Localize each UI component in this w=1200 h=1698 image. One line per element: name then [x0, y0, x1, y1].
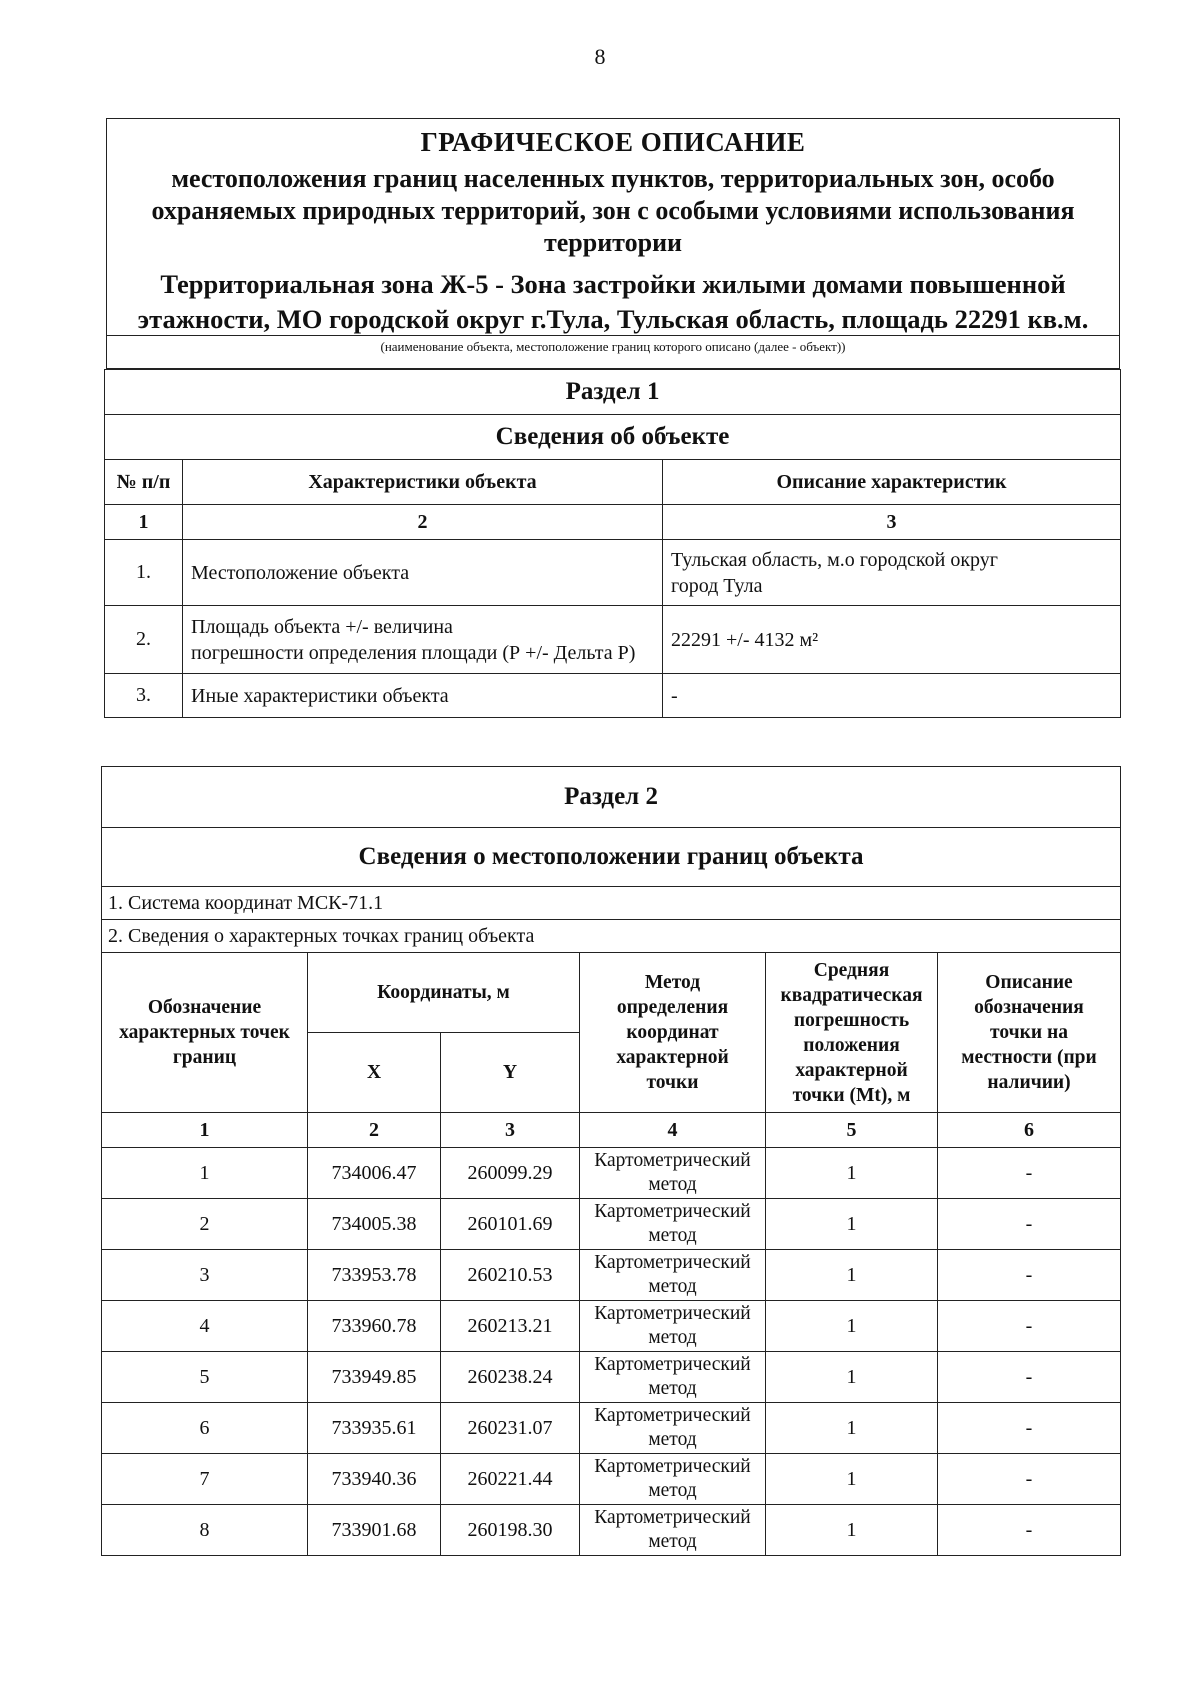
- point-y: 260213.21: [441, 1301, 580, 1352]
- row-description: 22291 +/- 4132 м²: [663, 606, 1121, 674]
- column-number: 1: [102, 1113, 308, 1148]
- point-description: -: [938, 1199, 1121, 1250]
- row-characteristic: Площадь объекта +/- величина погрешности определения площади (Р +/- Дельта Р): [183, 606, 663, 674]
- point-method: Картометрический метод: [580, 1352, 766, 1403]
- table-row: [102, 1301, 1121, 1352]
- document-subtitle: [107, 163, 1119, 259]
- point-accuracy: 1: [766, 1403, 938, 1454]
- row-characteristic: Местоположение объекта: [183, 540, 663, 606]
- point-y: 260210.53: [441, 1250, 580, 1301]
- table-row: [102, 1148, 1121, 1199]
- column-number: 2: [308, 1113, 441, 1148]
- column-header: Описание характеристик: [663, 460, 1121, 505]
- point-y: 260198.30: [441, 1505, 580, 1556]
- table-row: [102, 1199, 1121, 1250]
- point-y: 260099.29: [441, 1148, 580, 1199]
- section2-table: [101, 766, 1121, 1556]
- table-row: [105, 674, 1121, 718]
- header-divider: [107, 335, 1119, 336]
- document-header: [106, 118, 1120, 369]
- point-id: 1: [102, 1148, 308, 1199]
- page-number: 8: [594, 44, 606, 69]
- point-method: Картометрический метод: [580, 1250, 766, 1301]
- point-id: 4: [102, 1301, 308, 1352]
- description-header: Описание обозначения точки на местности (при наличии): [938, 953, 1121, 1113]
- column-number: 5: [766, 1113, 938, 1148]
- point-accuracy: 1: [766, 1250, 938, 1301]
- point-x: 733935.61: [308, 1403, 441, 1454]
- column-number: 3: [441, 1113, 580, 1148]
- point-method: Картометрический метод: [580, 1403, 766, 1454]
- point-accuracy: 1: [766, 1301, 938, 1352]
- point-method: Картометрический метод: [580, 1301, 766, 1352]
- point-method: Картометрический метод: [580, 1454, 766, 1505]
- point-id: 3: [102, 1250, 308, 1301]
- point-x: 733953.78: [308, 1250, 441, 1301]
- point-description: -: [938, 1403, 1121, 1454]
- point-method: Картометрический метод: [580, 1199, 766, 1250]
- coordinates-header: Координаты, м: [308, 953, 580, 1033]
- point-accuracy: 1: [766, 1199, 938, 1250]
- designation-header: Обозначение характерных точек границ: [102, 953, 308, 1113]
- object-line: этажности, МО городской округ г.Тула, Тульская область, площадь 22291 кв.м.: [137, 304, 1089, 334]
- point-x: 734005.38: [308, 1199, 441, 1250]
- point-y: 260238.24: [441, 1352, 580, 1403]
- column-header: Характеристики объекта: [183, 460, 663, 505]
- row-description: -: [663, 674, 1121, 718]
- row-characteristic: Иные характеристики объекта: [183, 674, 663, 718]
- section1-title: Раздел 1: [105, 370, 1121, 415]
- point-accuracy: 1: [766, 1505, 938, 1556]
- document-title: ГРАФИЧЕСКОЕ ОПИСАНИЕ: [420, 127, 806, 157]
- object-name: [107, 267, 1119, 337]
- subtitle-line: местоположения границ населенных пунктов, территориальных зон, особо: [171, 164, 1055, 193]
- subtitle-line: охраняемых природных территорий, зон с особыми условиями использования: [151, 196, 1075, 225]
- point-accuracy: 1: [766, 1148, 938, 1199]
- point-x: 733901.68: [308, 1505, 441, 1556]
- coordinate-system: 1. Система координат МСК-71.1: [102, 887, 1121, 920]
- section2-subtitle: Сведения о местоположении границ объекта: [102, 828, 1121, 887]
- row-description: Тульская область, м.о городской округ город Тула: [663, 540, 1121, 606]
- row-number: 3.: [105, 674, 183, 718]
- table-row: [105, 540, 1121, 606]
- column-number: 1: [105, 505, 183, 540]
- table-row: [102, 1403, 1121, 1454]
- point-id: 7: [102, 1454, 308, 1505]
- point-description: -: [938, 1301, 1121, 1352]
- column-header: № п/п: [105, 460, 183, 505]
- section1-table: [104, 369, 1121, 718]
- point-id: 8: [102, 1505, 308, 1556]
- column-number: 3: [663, 505, 1121, 540]
- point-x: 733949.85: [308, 1352, 441, 1403]
- point-y: 260221.44: [441, 1454, 580, 1505]
- object-note: (наименование объекта, местоположение границ которого описано (далее - объект)): [380, 339, 846, 354]
- column-number: 2: [183, 505, 663, 540]
- x-header: X: [308, 1033, 441, 1113]
- accuracy-header: Средняя квадратическая погрешность положения характерной точки (Mt), м: [766, 953, 938, 1113]
- table-row: [102, 1250, 1121, 1301]
- point-description: -: [938, 1352, 1121, 1403]
- point-x: 733940.36: [308, 1454, 441, 1505]
- point-description: -: [938, 1454, 1121, 1505]
- point-id: 6: [102, 1403, 308, 1454]
- point-description: -: [938, 1505, 1121, 1556]
- method-header: Метод определения координат характерной точки: [580, 953, 766, 1113]
- row-number: 2.: [105, 606, 183, 674]
- point-method: Картометрический метод: [580, 1148, 766, 1199]
- column-number: 6: [938, 1113, 1121, 1148]
- section2-title: Раздел 2: [102, 767, 1121, 828]
- section1-subtitle: Сведения об объекте: [105, 415, 1121, 460]
- point-x: 734006.47: [308, 1148, 441, 1199]
- column-number: 4: [580, 1113, 766, 1148]
- point-accuracy: 1: [766, 1454, 938, 1505]
- point-id: 2: [102, 1199, 308, 1250]
- point-y: 260231.07: [441, 1403, 580, 1454]
- point-id: 5: [102, 1352, 308, 1403]
- table-row: [105, 606, 1121, 674]
- point-method: Картометрический метод: [580, 1505, 766, 1556]
- row-number: 1.: [105, 540, 183, 606]
- object-line: Территориальная зона Ж-5 - Зона застройки жилыми домами повышенной: [160, 269, 1066, 299]
- point-y: 260101.69: [441, 1199, 580, 1250]
- subtitle-line: территории: [543, 228, 683, 257]
- table-row: [102, 1352, 1121, 1403]
- table-row: [102, 1454, 1121, 1505]
- point-description: -: [938, 1148, 1121, 1199]
- y-header: Y: [441, 1033, 580, 1113]
- points-caption: 2. Сведения о характерных точках границ объекта: [102, 920, 1121, 953]
- point-accuracy: 1: [766, 1352, 938, 1403]
- table-row: [102, 1505, 1121, 1556]
- point-description: -: [938, 1250, 1121, 1301]
- point-x: 733960.78: [308, 1301, 441, 1352]
